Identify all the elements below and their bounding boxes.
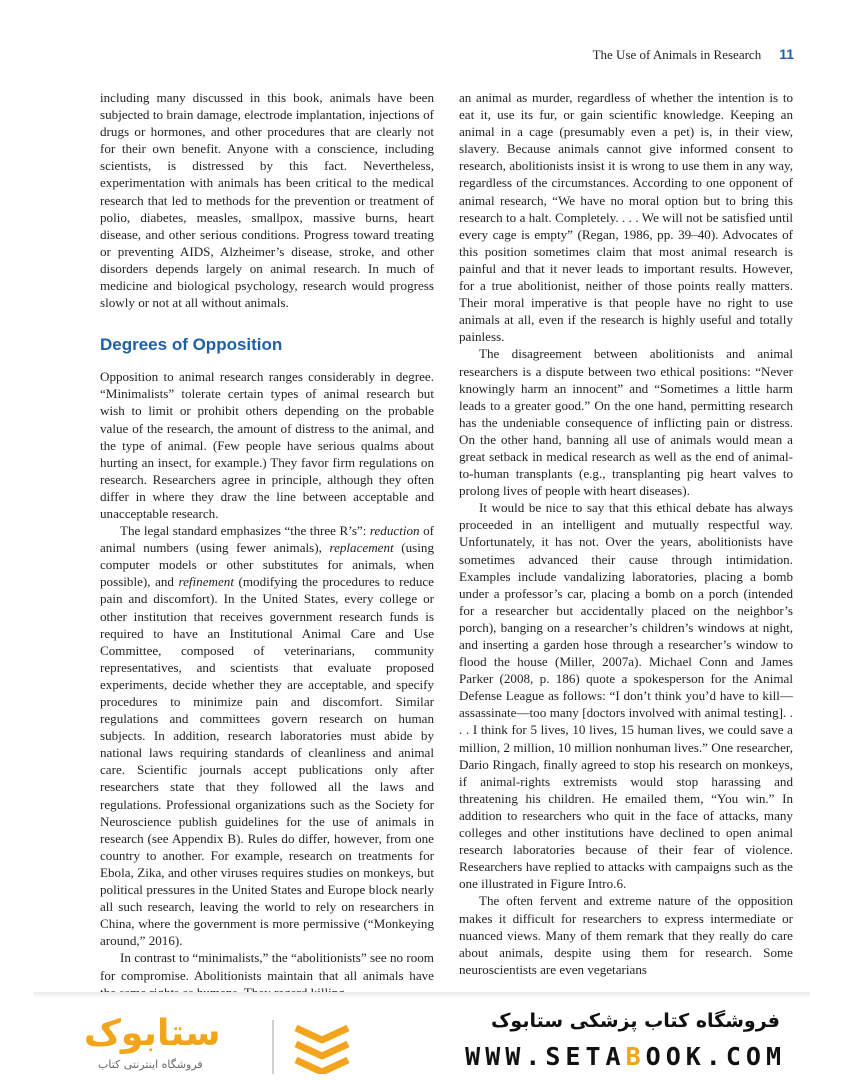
watermark-footer <box>34 992 810 1080</box>
url-accent: B <box>625 1042 646 1071</box>
paragraph: The disagreement between abolitionists and animal researchers is a dispute between two ethical positions: “Never knowingly harm an innocent” and “Sometimes a little harm leads to a greater good.” On the one hand, permitting research has the undeniable consequence of inflicting pain or distress. On the other hand, banning all use of animals would mean a great setback in medical research as well as the end of animal-to-human transplants (e.g., transplanting pig heart valves to prolong lives of people with heart diseases). <box>459 346 793 499</box>
term-refinement: refinement <box>178 574 234 590</box>
url-text: WWW.SETA <box>465 1042 626 1071</box>
divider <box>34 992 810 998</box>
setabook-logo <box>84 1012 344 1072</box>
paragraph-three-rs <box>100 522 434 949</box>
url-text: OOK.COM <box>645 1042 786 1071</box>
text-run: The legal standard emphasizes “the three R’s”: <box>120 523 370 539</box>
paragraph: In contrast to “minimalists,” the “abolitionists” see no room for compromise. Abolitionists maintain that all animals have <box>100 950 434 983</box>
store-url <box>465 1042 786 1071</box>
text-run: (modifying the procedures to reduce pain and discomfort). In the United States, every college or other institution that receives government research funds is required to have an Institutional Animal Care and Use Committee, composed of veterinarians, community representatives, and scientists that evaluate proposed experiments, decide whether they are acceptable, and specify procedures to minimize pain and discomfort. Similar regulations and committees govern research on human subjects. In addition, research laboratories must abide by national laws requiring standards of cleanliness and animal care. Scientific journals accept publications only after researchers state that they followed all the laws and regulations. Professional organizations such as the Society for Neuroscience publish guidelines for the use of animals in research (see Appendix B). Rules do differ, however, from one country to another. For example, research on treatments for Ebola, Zika, and other viruses requires studies on monkeys, but political pressures in the United States and Europe block nearly all such research, leaving the world to rely on researchers in China, where the government is more permissive (“Monkeying around,” 2016). <box>100 574 434 949</box>
section-heading: Degrees of Opposition <box>100 335 283 355</box>
right-column <box>459 89 793 978</box>
text-run: of animal numbers (using fewer animals), <box>100 523 434 556</box>
running-title: The Use of Animals in Research <box>592 47 762 62</box>
paragraph: Opposition to animal research ranges considerably in degree. “Minimalists” tolerate certain types of animal research but wish to limit or prohibit others depending on the probable value of the research, the amount of distress to the animal, and the type of animal. (Few people have serious qualms about hurting an insect, for example.) They favor firm regulations on research. Researchers agree in principle, although they often differ in where they draw the line between acceptable and unacceptable research. <box>100 369 434 521</box>
term-replacement: replacement <box>329 540 394 556</box>
paragraph: The often fervent and extreme nature of the opposition makes it difficult for researchers to express intermediate or nuanced views. Many of them remark that they really do care about animals, despite using them for research. Some neuroscientists are even vegetarians <box>459 893 793 977</box>
store-name: فروشگاه کتاب پزشکی ستابوک <box>490 1010 780 1032</box>
text-run: (using computer models or other substitutes for animals, when possible), and <box>100 540 434 590</box>
logo-subtitle: فروشگاه اینترنتی کتاب <box>98 1058 203 1071</box>
logo-wordmark: ستابوک <box>84 1013 221 1054</box>
paragraph: It would be nice to say that this ethical debate has always proceeded in an intelligent and mutually respectful way. Unfortunately, it has not. Over the years, abolitionists have sometimes advanced their cause through intimidation. Examples include vandalizing laboratories, placing a bomb under a professor’s car, placing a bomb on a porch (intended for a researcher but accidentally placed on the neighbor’s porch), banging on a researcher’s children’s windows at night, and inserting a garden hose through a researcher’s window to flood the house (Miller, 2007a). Michael Conn and James Parker (2008, p. 186) quote a spokesperson for the Animal Defense League as follows: “I don’t think you’d have to kill—assassinate—too many [doctors involved with animal testing]. . . . I think for 5 lives, 10 lives, 15 human lives, we could save a million, 2 million, 10 million nonhuman lives.” One researcher, Dario Ringach, finally agreed to stop his research on monkeys, if animal-rights extremists would stop harassing and threatening his children. He emailed them, “You win.” In addition to researchers who quit in the face of attacks, many colleges and other institutions have declined to open animal research laboratories because of their fear of violence. Researchers have replied to attacks with campaigns such as the one illustrated in Figure Intro.6. <box>459 500 793 892</box>
term-reduction: reduction <box>369 523 420 539</box>
paragraph: including many discussed in this book, animals have been subjected to brain damage, electrode implantation, injections of drugs or hormones, and other procedures that are clearly not for their own benefit. Anyone with a conscience, including scientists, is distressed by this fact. Nevertheless, experimentation with animals has been critical to the medical research that led to methods for the prevention or treatment of polio, diabetes, measles, smallpox, massive burns, heart disease, and other serious conditions. Progress toward treating or preventing AIDS, Alzheimer’s disease, stroke, and other disorders depends largely on animal research. In much of medicine and biological psychology, research would progress slowly or not at all without animals. <box>100 90 434 311</box>
running-head <box>593 46 794 63</box>
logo-divider <box>272 1020 274 1074</box>
left-column <box>100 89 434 1001</box>
page-number: 11 <box>779 46 794 62</box>
chevron-logo-icon <box>290 1022 354 1074</box>
paragraph: an animal as murder, regardless of whether the intention is to eat it, use its fur, or gain scientific knowledge. Keeping an animal in a cage (presumably even a pet) is, in their view, slavery. Because animals cannot give informed consent to research, abolitionists insist it is wrong to use them in any way, regardless of the circumstances. According to one opponent of animal research, “We have no moral option but to bring this research to a halt. Completely. . . . We will not be satisfied until every cage is empty” (Regan, 1986, pp. 39–40). Advocates of this position sometimes claim that most animal research is painful and that it never leads to important results. However, for a true abolitionist, neither of those points really matters. Their moral imperative is that people have no right to use animals at all, even if the research is highly useful and totally painless. <box>459 90 793 345</box>
